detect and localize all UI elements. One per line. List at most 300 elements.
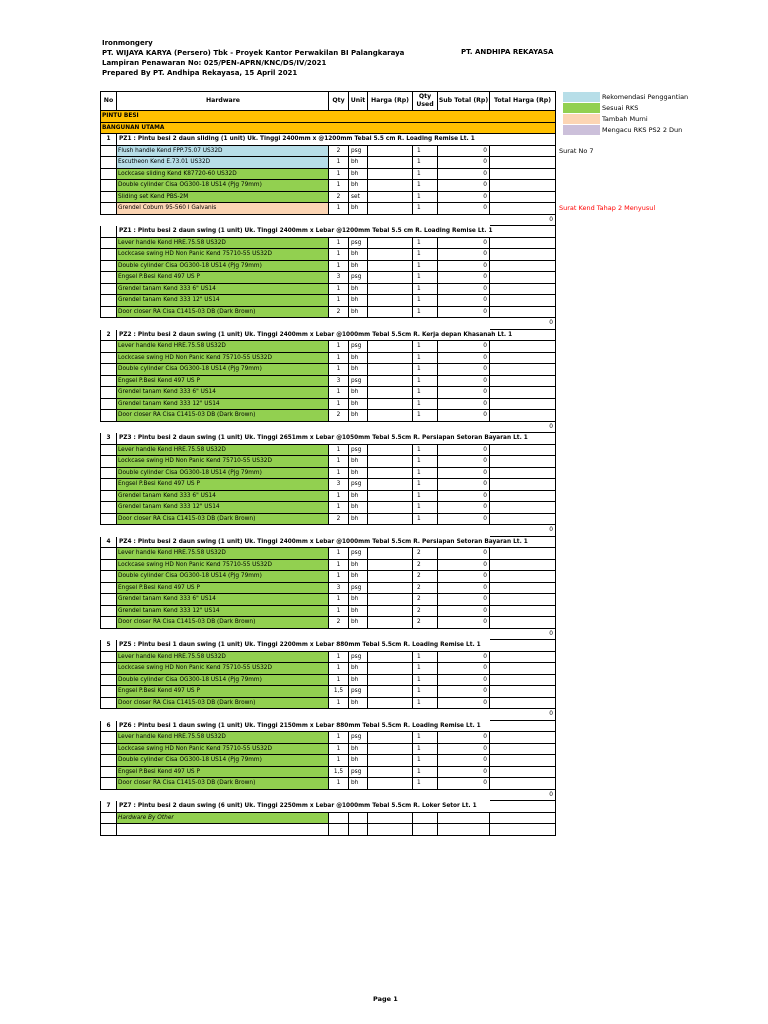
contractor-name: PT. ANDHIPA REKAYASA — [461, 48, 554, 56]
total-cell — [490, 698, 556, 710]
group-number: 1 — [100, 134, 117, 146]
subtotal-cell: 0 — [438, 284, 490, 296]
qty-used-cell: 1 — [413, 169, 438, 181]
unit-cell: bh — [349, 249, 368, 261]
unit-cell: set — [349, 192, 368, 204]
unit-cell: psg — [349, 686, 368, 698]
total-cell — [490, 445, 556, 457]
row-no-cell — [100, 146, 117, 158]
table-row — [100, 445, 556, 457]
unit-cell: bh — [349, 468, 368, 480]
hardware-name: Lever handle Kend HRE.75.58 US32D — [117, 732, 329, 744]
row-no-cell — [100, 767, 117, 779]
subtotal-cell: 0 — [438, 353, 490, 365]
hardware-name: Double cylinder Cisa OG300-18 US14 (Pjg 79mm) — [117, 180, 329, 192]
unit-cell: bh — [349, 491, 368, 503]
qty-used-cell: 2 — [413, 571, 438, 583]
table-row — [100, 307, 556, 319]
unit-cell: psg — [349, 583, 368, 595]
subtotal-cell: 0 — [438, 192, 490, 204]
row-no-cell — [100, 594, 117, 606]
subtotal-cell: 0 — [438, 180, 490, 192]
category-row — [100, 123, 556, 135]
row-no-cell — [100, 353, 117, 365]
hardware-name: Engsel P.Besi Kend 497 US P — [117, 376, 329, 388]
total-cell — [490, 514, 556, 526]
price-cell — [368, 491, 413, 503]
group-number: 5 — [100, 640, 117, 652]
table-row — [100, 813, 556, 825]
hardware-name: Grendel tanam Kend 333 12" US14 — [117, 399, 329, 411]
row-no-cell — [100, 468, 117, 480]
qty-cell: 1 — [329, 456, 349, 468]
price-cell — [368, 249, 413, 261]
row-no-cell — [100, 560, 117, 572]
unit-cell: bh — [349, 295, 368, 307]
price-cell — [368, 698, 413, 710]
subtotal-cell: 0 — [438, 767, 490, 779]
row-no-cell — [100, 571, 117, 583]
hardware-name: Engsel P.Besi Kend 497 US P — [117, 767, 329, 779]
door-group-title-row — [100, 330, 556, 342]
unit-cell: bh — [349, 594, 368, 606]
price-cell — [368, 261, 413, 273]
qty-cell: 2 — [329, 514, 349, 526]
unit-cell: psg — [349, 341, 368, 353]
unit-cell: bh — [349, 514, 368, 526]
row-no-cell — [100, 399, 117, 411]
empty-cell — [329, 824, 349, 836]
qty-used-cell: 1 — [413, 456, 438, 468]
qty-used-cell: 1 — [413, 376, 438, 388]
table-row — [100, 502, 556, 514]
empty-cell — [349, 824, 368, 836]
subtotal-cell: 0 — [438, 502, 490, 514]
price-cell — [368, 652, 413, 664]
subtotal-cell: 0 — [438, 755, 490, 767]
hardware-name: Door closer RA Cisa C1415-03 DB (Dark Brown) — [117, 617, 329, 629]
total-cell — [490, 571, 556, 583]
hardware-name: Escutheon Kend E.73.01 US32D — [117, 157, 329, 169]
legend-swatch — [563, 114, 600, 124]
qty-cell: 1,5 — [329, 686, 349, 698]
hardware-name: Lever handle Kend HRE.75.58 US32D — [117, 238, 329, 250]
qty-cell: 2 — [329, 410, 349, 422]
qty-used-cell: 1 — [413, 778, 438, 790]
group-number: 2 — [100, 330, 117, 342]
col-qty-header: Qty — [329, 91, 349, 111]
row-no-cell — [100, 744, 117, 756]
hardware-name: Double cylinder Cisa OG300-18 US14 (Pjg 79mm) — [117, 468, 329, 480]
table-row — [100, 341, 556, 353]
price-cell — [368, 445, 413, 457]
price-cell — [368, 744, 413, 756]
total-cell — [490, 157, 556, 169]
table-row — [100, 583, 556, 595]
subtotal-cell: 0 — [438, 652, 490, 664]
total-cell — [490, 686, 556, 698]
total-cell — [490, 767, 556, 779]
row-no-cell — [100, 272, 117, 284]
empty-cell — [117, 824, 329, 836]
hardware-name: Grendel Coburn 95-560 I Galvanis — [117, 203, 329, 215]
price-cell — [368, 341, 413, 353]
qty-cell: 1 — [329, 341, 349, 353]
unit-cell — [349, 813, 368, 825]
total-cell — [490, 606, 556, 618]
qty-used-cell: 1 — [413, 238, 438, 250]
price-cell — [368, 353, 413, 365]
unit-cell: psg — [349, 767, 368, 779]
subtotal-cell: 0 — [438, 548, 490, 560]
table-row — [100, 594, 556, 606]
qty-cell: 1 — [329, 295, 349, 307]
total-cell — [490, 364, 556, 376]
row-no-cell — [100, 732, 117, 744]
row-no-cell — [100, 238, 117, 250]
total-cell — [490, 410, 556, 422]
price-cell — [368, 479, 413, 491]
empty-cell — [368, 824, 413, 836]
total-cell — [490, 663, 556, 675]
qty-used-cell: 1 — [413, 732, 438, 744]
legend-item — [563, 113, 688, 124]
row-no-cell — [100, 157, 117, 169]
total-cell — [490, 456, 556, 468]
qty-used-cell: 1 — [413, 353, 438, 365]
price-cell — [368, 813, 413, 825]
legend-swatch — [563, 103, 600, 113]
table-row — [100, 560, 556, 572]
price-cell — [368, 307, 413, 319]
qty-used-cell: 2 — [413, 617, 438, 629]
group-number — [100, 226, 117, 238]
subtotal-cell: 0 — [438, 468, 490, 480]
table-row — [100, 410, 556, 422]
total-cell — [490, 548, 556, 560]
total-spacer — [100, 629, 490, 641]
hardware-name: Sliding set Kend PBS-2M — [117, 192, 329, 204]
table-row — [100, 606, 556, 618]
hardware-name: Door closer RA Cisa C1415-03 DB (Dark Brown) — [117, 698, 329, 710]
subtotal-cell: 0 — [438, 514, 490, 526]
empty-cell — [413, 824, 438, 836]
price-cell — [368, 767, 413, 779]
col-price-header: Harga (Rp) — [368, 91, 413, 111]
table-row — [100, 744, 556, 756]
price-cell — [368, 778, 413, 790]
table-row — [100, 514, 556, 526]
qty-cell: 1 — [329, 491, 349, 503]
hardware-name: Lockcase swing HD Non Panic Kend 75710-55 US32D — [117, 744, 329, 756]
price-cell — [368, 238, 413, 250]
table-row — [100, 146, 594, 158]
total-cell — [490, 169, 556, 181]
subtotal-cell: 0 — [438, 445, 490, 457]
door-group-title: PZ5 : Pintu besi 1 daun swing (1 unit) Uk. Tinggi 2200mm x Lebar 880mm Tebal 5.5cm R. Loading Remise Lt. 1 — [117, 640, 556, 652]
price-cell — [368, 468, 413, 480]
total-spacer — [100, 790, 490, 802]
unit-cell: psg — [349, 479, 368, 491]
qty-cell: 2 — [329, 617, 349, 629]
row-no-cell — [100, 606, 117, 618]
subtotal-cell: 0 — [438, 307, 490, 319]
qty-used-cell: 1 — [413, 744, 438, 756]
header-line-1: Ironmongery — [102, 39, 153, 47]
qty-cell: 1 — [329, 652, 349, 664]
qty-used-cell: 1 — [413, 767, 438, 779]
price-cell — [368, 295, 413, 307]
table-row — [100, 663, 556, 675]
legend-label: Rekomendasi Penggantian — [602, 92, 689, 101]
qty-cell: 1 — [329, 261, 349, 273]
row-no-cell — [100, 755, 117, 767]
unit-cell: bh — [349, 755, 368, 767]
unit-cell: bh — [349, 560, 368, 572]
legend-item — [563, 102, 688, 113]
row-no-cell — [100, 249, 117, 261]
row-no-cell — [100, 192, 117, 204]
hardware-name: Engsel P.Besi Kend 497 US P — [117, 686, 329, 698]
row-no-cell — [100, 387, 117, 399]
subtotal-cell: 0 — [438, 249, 490, 261]
qty-used-cell: 1 — [413, 307, 438, 319]
table-row — [100, 376, 556, 388]
door-group-title-row — [100, 433, 556, 445]
qty-cell: 1 — [329, 249, 349, 261]
unit-cell: bh — [349, 617, 368, 629]
qty-cell: 2 — [329, 146, 349, 158]
row-no-cell — [100, 698, 117, 710]
qty-cell: 1 — [329, 548, 349, 560]
row-no-cell — [100, 663, 117, 675]
qty-cell: 1 — [329, 663, 349, 675]
total-cell — [490, 617, 556, 629]
qty-used-cell: 2 — [413, 548, 438, 560]
subtotal-cell: 0 — [438, 399, 490, 411]
qty-used-cell: 1 — [413, 491, 438, 503]
price-cell — [368, 410, 413, 422]
qty-used-cell: 2 — [413, 583, 438, 595]
group-total-row — [100, 709, 556, 721]
table-row — [100, 548, 556, 560]
qty-cell: 1 — [329, 594, 349, 606]
qty-used-cell: 2 — [413, 560, 438, 572]
hardware-name: Engsel P.Besi Kend 497 US P — [117, 583, 329, 595]
hardware-name: Lockcase swing HD Non Panic Kend 75710-55 US32D — [117, 663, 329, 675]
legend-label: Mengacu RKS PS2 2 Dun — [602, 125, 683, 134]
col-subtotal-header: Sub Total (Rp) — [438, 91, 490, 111]
col-unit-header: Unit — [349, 91, 368, 111]
qty-cell: 1 — [329, 744, 349, 756]
row-no-cell — [100, 548, 117, 560]
unit-cell: bh — [349, 502, 368, 514]
total-cell — [490, 272, 556, 284]
row-no-cell — [100, 445, 117, 457]
qty-used-cell: 1 — [413, 272, 438, 284]
qty-used-cell: 1 — [413, 514, 438, 526]
table-row — [100, 571, 556, 583]
qty-used-cell: 1 — [413, 284, 438, 296]
qty-cell: 3 — [329, 272, 349, 284]
unit-cell: bh — [349, 364, 368, 376]
qty-used-cell: 1 — [413, 249, 438, 261]
hardware-name: Flush handle Kend FPP.75.07 US32D — [117, 146, 329, 158]
table-row — [100, 353, 556, 365]
total-cell — [490, 387, 556, 399]
unit-cell: psg — [349, 445, 368, 457]
total-cell — [490, 491, 556, 503]
qty-cell: 1 — [329, 732, 349, 744]
total-cell — [490, 732, 556, 744]
door-group-title: PZ7 : Pintu besi 2 daun swing (6 unit) Uk. Tinggi 2250mm x Lebar @1000mm Tebal 5.5cm R. Loker Setor Lt. 1 — [117, 801, 556, 813]
price-cell — [368, 663, 413, 675]
qty-used-cell: 1 — [413, 663, 438, 675]
group-total-value: 0 — [490, 215, 556, 227]
subtotal-cell: 0 — [438, 560, 490, 572]
price-cell — [368, 548, 413, 560]
table-row — [100, 732, 556, 744]
unit-cell: bh — [349, 261, 368, 273]
unit-cell: psg — [349, 652, 368, 664]
table-row — [100, 767, 556, 779]
col-hardware-header: Hardware — [117, 91, 329, 111]
table-row — [100, 755, 556, 767]
qty-used-cell: 1 — [413, 479, 438, 491]
subtotal-cell: 0 — [438, 594, 490, 606]
total-cell — [490, 261, 556, 273]
group-total-value: 0 — [490, 709, 556, 721]
row-no-cell — [100, 376, 117, 388]
row-no-cell — [100, 169, 117, 181]
unit-cell: bh — [349, 180, 368, 192]
door-group-title-row — [100, 537, 556, 549]
total-cell — [490, 560, 556, 572]
doc-header — [102, 38, 404, 78]
table-row — [100, 686, 556, 698]
table-row — [100, 192, 556, 204]
legend-label: Sesuai RKS — [602, 103, 639, 112]
hardware-name: Door closer RA Cisa C1415-03 DB (Dark Brown) — [117, 778, 329, 790]
hardware-name: Lever handle Kend HRE.75.58 US32D — [117, 548, 329, 560]
qty-used-cell: 2 — [413, 606, 438, 618]
total-cell — [490, 295, 556, 307]
qty-cell: 1 — [329, 169, 349, 181]
door-group-title-row — [100, 721, 556, 733]
table-row — [100, 261, 556, 273]
table-row — [100, 169, 556, 181]
unit-cell: psg — [349, 376, 368, 388]
price-cell — [368, 560, 413, 572]
hardware-name: Double cylinder Cisa OG300-18 US14 (Pjg 79mm) — [117, 261, 329, 273]
total-cell — [490, 468, 556, 480]
unit-cell: bh — [349, 169, 368, 181]
total-cell — [490, 652, 556, 664]
row-no-cell — [100, 514, 117, 526]
legend-label: Tambah Murni — [602, 114, 648, 123]
hardware-name: Engsel P.Besi Kend 497 US P — [117, 272, 329, 284]
group-total-row — [100, 422, 556, 434]
unit-cell: psg — [349, 146, 368, 158]
subtotal-cell: 0 — [438, 571, 490, 583]
unit-cell: bh — [349, 387, 368, 399]
category-label: BANGUNAN UTAMA — [100, 123, 556, 135]
qty-used-cell: 1 — [413, 180, 438, 192]
subtotal-cell: 0 — [438, 617, 490, 629]
hardware-name: Door closer RA Cisa C1415-03 DB (Dark Brown) — [117, 307, 329, 319]
qty-cell: 1 — [329, 778, 349, 790]
table-row — [100, 157, 556, 169]
group-number: 3 — [100, 433, 117, 445]
door-group-title-row — [100, 134, 556, 146]
qty-used-cell: 1 — [413, 341, 438, 353]
hardware-name: Double cylinder Cisa OG300-18 US14 (Pjg 79mm) — [117, 675, 329, 687]
qty-used-cell: 1 — [413, 652, 438, 664]
group-total-value: 0 — [490, 422, 556, 434]
row-no-cell — [100, 307, 117, 319]
qty-cell: 1 — [329, 387, 349, 399]
qty-used-cell: 1 — [413, 192, 438, 204]
unit-cell: bh — [349, 157, 368, 169]
door-group-title: PZ1 : Pintu besi 2 daun swing (1 unit) Uk. Tinggi 2400mm x Lebar @1200mm Tebal 5.5 cm R. Loading Remise Lt. 1 — [117, 226, 556, 238]
total-cell — [490, 755, 556, 767]
unit-cell: bh — [349, 571, 368, 583]
unit-cell: bh — [349, 203, 368, 215]
total-cell — [490, 307, 556, 319]
qty-cell: 1 — [329, 698, 349, 710]
qty-used-cell: 1 — [413, 502, 438, 514]
qty-cell: 1 — [329, 364, 349, 376]
table-row — [100, 203, 656, 215]
subtotal-cell: 0 — [438, 456, 490, 468]
unit-cell: bh — [349, 606, 368, 618]
total-cell — [490, 249, 556, 261]
table-row — [100, 617, 556, 629]
price-cell — [368, 594, 413, 606]
row-no-cell — [100, 583, 117, 595]
group-number: 4 — [100, 537, 117, 549]
header-line-2: PT. WIJAYA KARYA (Persero) Tbk - Proyek Kantor Perwakilan BI Palangkaraya — [102, 49, 405, 57]
qty-cell: 1,5 — [329, 767, 349, 779]
unit-cell: bh — [349, 698, 368, 710]
table-row — [100, 479, 556, 491]
unit-cell: bh — [349, 410, 368, 422]
group-total-value: 0 — [490, 629, 556, 641]
table-row — [100, 468, 556, 480]
subtotal-cell: 0 — [438, 663, 490, 675]
qty-used-cell: 1 — [413, 387, 438, 399]
table-row — [100, 364, 556, 376]
qty-cell: 1 — [329, 445, 349, 457]
qty-cell: 1 — [329, 157, 349, 169]
qty-used-cell — [413, 813, 438, 825]
legend-swatch — [563, 125, 600, 135]
qty-cell: 1 — [329, 353, 349, 365]
header-line-4: Prepared By PT. Andhipa Rekayasa, 15 April 2021 — [102, 69, 298, 77]
row-no-cell — [100, 479, 117, 491]
empty-cell — [438, 824, 490, 836]
price-cell — [368, 606, 413, 618]
group-total-row — [100, 318, 556, 330]
qty-cell: 1 — [329, 606, 349, 618]
group-total-row — [100, 629, 556, 641]
hardware-name: Engsel P.Besi Kend 497 US P — [117, 479, 329, 491]
qty-cell: 2 — [329, 307, 349, 319]
total-cell — [490, 399, 556, 411]
subtotal-cell: 0 — [438, 698, 490, 710]
empty-cell — [490, 824, 556, 836]
door-group-title: PZ6 : Pintu besi 1 daun swing (1 unit) Uk. Tinggi 2150mm x Lebar 880mm Tebal 5.5cm R. Loading Remise Lt. 1 — [117, 721, 556, 733]
